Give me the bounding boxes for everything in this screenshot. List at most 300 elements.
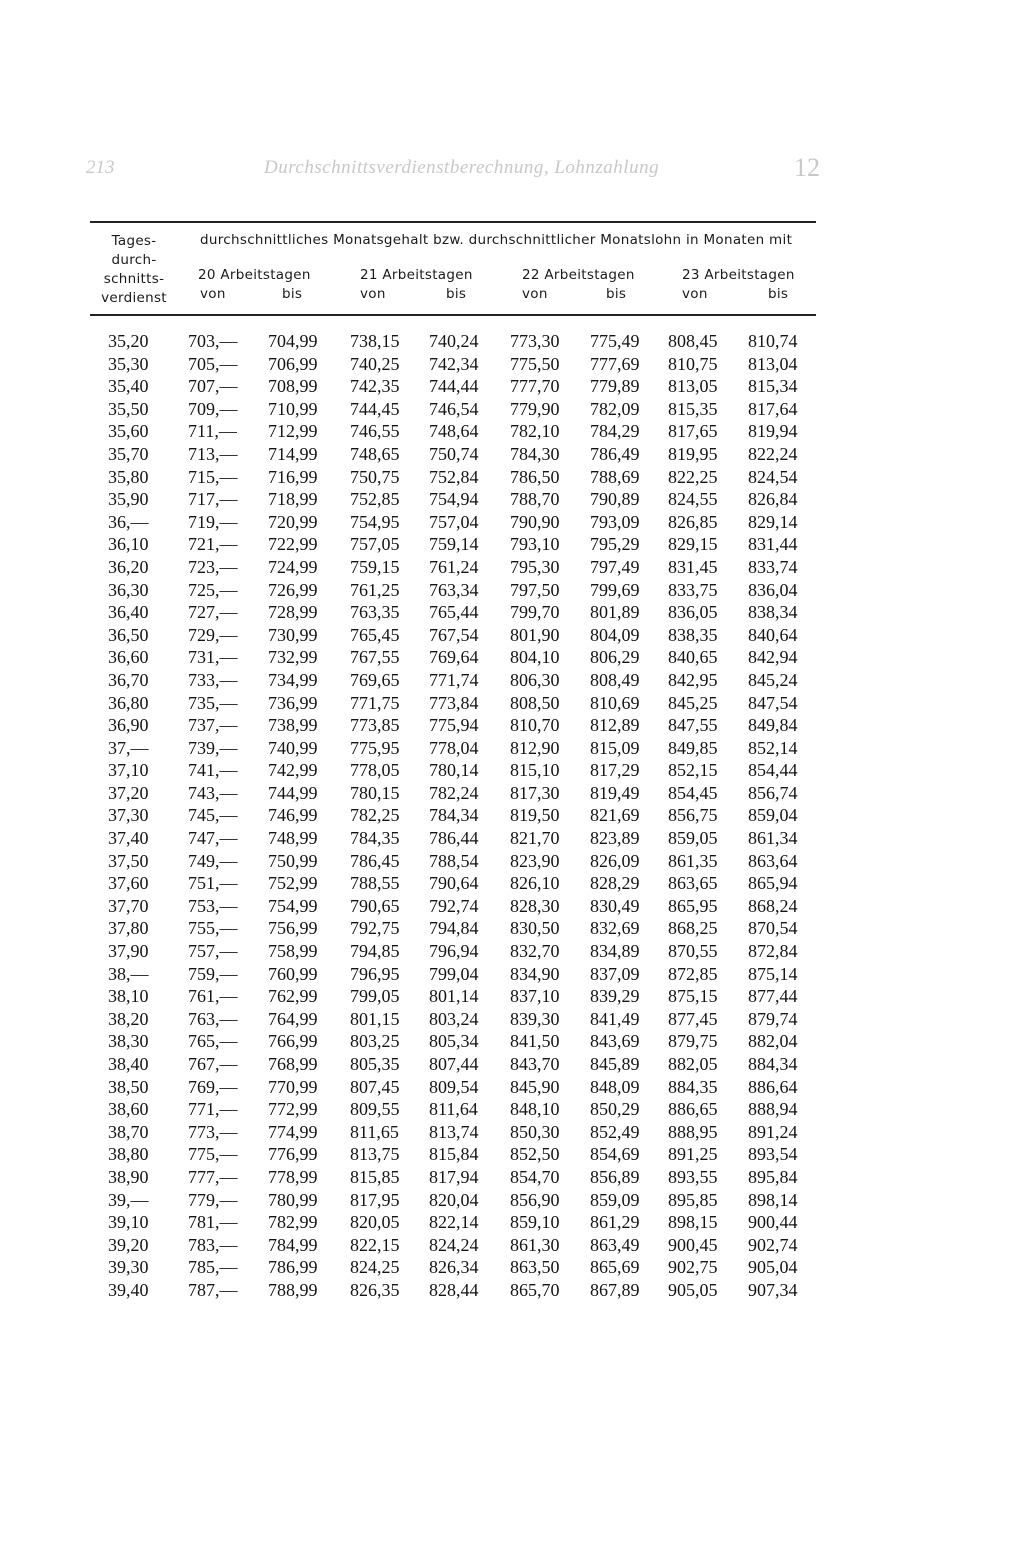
table-cell: 795,30 xyxy=(510,556,560,577)
table-row xyxy=(0,692,1024,715)
table-cell: 845,25 xyxy=(668,692,718,713)
table-cell: 763,35 xyxy=(350,602,400,623)
table-cell: 744,44 xyxy=(429,376,479,397)
table-row xyxy=(0,1166,1024,1189)
table-cell: 859,10 xyxy=(510,1212,560,1233)
header-line: verdienst xyxy=(101,290,167,306)
table-cell: 706,99 xyxy=(268,353,318,374)
table-cell: 832,69 xyxy=(590,918,640,939)
daily-earnings-cell: 39,10 xyxy=(108,1212,149,1233)
table-cell: 815,10 xyxy=(510,760,560,781)
table-cell: 771,— xyxy=(188,1099,238,1120)
table-cell: 895,85 xyxy=(668,1189,718,1210)
table-cell: 821,69 xyxy=(590,805,640,826)
table-cell: 810,74 xyxy=(748,331,798,351)
table-cell: 806,30 xyxy=(510,669,560,690)
table-cell: 832,70 xyxy=(510,941,560,962)
table-cell: 875,14 xyxy=(748,963,798,984)
table-row xyxy=(0,1030,1024,1053)
table-row xyxy=(0,466,1024,489)
table-cell: 767,55 xyxy=(350,647,400,668)
daily-earnings-cell: 35,30 xyxy=(108,353,149,374)
table-cell: 742,99 xyxy=(268,760,318,781)
table-cell: 788,69 xyxy=(590,466,640,487)
table-cell: 726,99 xyxy=(268,579,318,600)
table-cell: 763,34 xyxy=(429,579,479,600)
table-cell: 729,— xyxy=(188,624,238,645)
table-cell: 765,44 xyxy=(429,602,479,623)
table-cell: 817,94 xyxy=(429,1166,479,1187)
table-cell: 867,89 xyxy=(590,1279,640,1300)
table-row xyxy=(0,1234,1024,1257)
table-cell: 720,99 xyxy=(268,511,318,532)
table-cell: 722,99 xyxy=(268,534,318,555)
table-cell: 830,49 xyxy=(590,895,640,916)
table-cell: 744,45 xyxy=(350,398,400,419)
running-head-title: Durchschnittsverdienstberechnung, Lohnzahlung xyxy=(264,157,660,178)
table-cell: 826,85 xyxy=(668,511,718,532)
table-cell: 704,99 xyxy=(268,331,318,351)
table-cell: 757,05 xyxy=(350,534,400,555)
table-cell: 804,09 xyxy=(590,624,640,645)
table-cell: 762,99 xyxy=(268,986,318,1007)
table-cell: 786,44 xyxy=(429,828,479,849)
table-cell: 774,99 xyxy=(268,1121,318,1142)
daily-earnings-cell: 39,30 xyxy=(108,1257,149,1278)
table-cell: 872,84 xyxy=(748,941,798,962)
table-cell: 847,54 xyxy=(748,692,798,713)
daily-earnings-cell: 37,10 xyxy=(108,760,149,781)
table-cell: 811,65 xyxy=(350,1121,399,1142)
table-cell: 870,55 xyxy=(668,941,718,962)
table-cell: 893,54 xyxy=(748,1144,798,1165)
table-row xyxy=(0,1098,1024,1121)
table-cell: 752,84 xyxy=(429,466,479,487)
table-cell: 839,30 xyxy=(510,1008,560,1029)
table-cell: 719,— xyxy=(188,511,238,532)
table-cell: 837,10 xyxy=(510,986,560,1007)
table-cell: 812,90 xyxy=(510,737,560,758)
table-cell: 741,— xyxy=(188,760,238,781)
daily-earnings-cell: 37,80 xyxy=(108,918,149,939)
table-cell: 859,09 xyxy=(590,1189,640,1210)
table-cell: 784,34 xyxy=(429,805,479,826)
daily-earnings-cell: 38,50 xyxy=(108,1076,149,1097)
table-cell: 833,75 xyxy=(668,579,718,600)
table-cell: 713,— xyxy=(188,443,238,464)
table-cell: 801,90 xyxy=(510,624,560,645)
table-cell: 748,64 xyxy=(429,421,479,442)
table-row xyxy=(0,1256,1024,1279)
table-cell: 790,65 xyxy=(350,895,400,916)
table-cell: 847,55 xyxy=(668,715,718,736)
table-cell: 752,99 xyxy=(268,873,318,894)
table-cell: 817,30 xyxy=(510,782,560,803)
table-row xyxy=(0,533,1024,556)
table-cell: 826,10 xyxy=(510,873,560,894)
table-cell: 731,— xyxy=(188,647,238,668)
table-cell: 724,99 xyxy=(268,556,318,577)
table-cell: 751,— xyxy=(188,873,238,894)
daily-earnings-cell: 38,40 xyxy=(108,1054,149,1074)
wage-table-body xyxy=(0,330,1024,1302)
table-cell: 822,14 xyxy=(429,1212,479,1233)
table-cell: 745,— xyxy=(188,805,238,826)
table-header-rule xyxy=(90,314,816,316)
table-row xyxy=(0,1076,1024,1099)
table-cell: 709,— xyxy=(188,398,238,419)
table-cell: 875,15 xyxy=(668,986,718,1007)
table-cell: 736,99 xyxy=(268,692,318,713)
table-cell: 750,99 xyxy=(268,850,318,871)
table-cell: 824,24 xyxy=(429,1234,479,1255)
table-cell: 769,— xyxy=(188,1076,238,1097)
table-cell: 792,75 xyxy=(350,918,400,939)
table-cell: 790,90 xyxy=(510,511,560,532)
table-cell: 877,44 xyxy=(748,986,798,1007)
table-cell: 805,35 xyxy=(350,1054,400,1074)
table-cell: 861,29 xyxy=(590,1212,640,1233)
table-cell: 757,04 xyxy=(429,511,479,532)
table-cell: 738,15 xyxy=(350,331,400,351)
table-cell: 865,69 xyxy=(590,1257,640,1278)
table-cell: 856,74 xyxy=(748,782,798,803)
table-cell: 788,54 xyxy=(429,850,479,871)
table-cell: 891,24 xyxy=(748,1121,798,1142)
daily-earnings-cell: 37,70 xyxy=(108,895,149,916)
daily-earnings-cell: 36,10 xyxy=(108,534,149,555)
table-row xyxy=(0,669,1024,692)
table-cell: 831,45 xyxy=(668,556,718,577)
sub-header-von: von xyxy=(522,286,548,302)
table-cell: 804,10 xyxy=(510,647,560,668)
table-cell: 810,69 xyxy=(590,692,640,713)
table-cell: 775,— xyxy=(188,1144,238,1165)
table-cell: 784,99 xyxy=(268,1234,318,1255)
daily-earnings-cell: 37,60 xyxy=(108,873,149,894)
table-cell: 748,99 xyxy=(268,828,318,849)
table-cell: 779,— xyxy=(188,1189,238,1210)
daily-earnings-cell: 37,50 xyxy=(108,850,149,871)
table-cell: 856,89 xyxy=(590,1166,640,1187)
daily-earnings-cell: 36,90 xyxy=(108,715,149,736)
table-cell: 780,14 xyxy=(429,760,479,781)
table-cell: 770,99 xyxy=(268,1076,318,1097)
table-cell: 753,— xyxy=(188,895,238,916)
table-cell: 799,70 xyxy=(510,602,560,623)
daily-earnings-cell: 35,20 xyxy=(108,331,149,351)
table-cell: 856,90 xyxy=(510,1189,560,1210)
table-cell: 826,35 xyxy=(350,1279,400,1300)
table-row xyxy=(0,714,1024,737)
table-cell: 799,04 xyxy=(429,963,479,984)
table-cell: 817,65 xyxy=(668,421,718,442)
daily-earnings-cell: 38,90 xyxy=(108,1166,149,1187)
table-row xyxy=(0,1121,1024,1144)
table-cell: 786,99 xyxy=(268,1257,318,1278)
table-row xyxy=(0,985,1024,1008)
table-cell: 773,30 xyxy=(510,331,560,351)
table-cell: 824,54 xyxy=(748,466,798,487)
sub-header-von: von xyxy=(682,286,708,302)
table-row xyxy=(0,443,1024,466)
table-cell: 712,99 xyxy=(268,421,318,442)
table-cell: 750,75 xyxy=(350,466,400,487)
table-cell: 771,74 xyxy=(429,669,479,690)
table-row xyxy=(0,917,1024,940)
table-cell: 775,50 xyxy=(510,353,560,374)
table-row xyxy=(0,1053,1024,1076)
table-cell: 838,34 xyxy=(748,602,798,623)
sub-header-von: von xyxy=(200,286,226,302)
table-cell: 817,95 xyxy=(350,1189,400,1210)
table-cell: 746,54 xyxy=(429,398,479,419)
table-row xyxy=(0,556,1024,579)
table-cell: 703,— xyxy=(188,331,238,351)
table-cell: 820,05 xyxy=(350,1212,400,1233)
table-cell: 815,09 xyxy=(590,737,640,758)
table-cell: 794,85 xyxy=(350,941,400,962)
table-cell: 830,50 xyxy=(510,918,560,939)
table-cell: 902,74 xyxy=(748,1234,798,1255)
daily-earnings-cell: 36,80 xyxy=(108,692,149,713)
table-cell: 788,70 xyxy=(510,489,560,510)
table-cell: 784,35 xyxy=(350,828,400,849)
table-cell: 796,95 xyxy=(350,963,400,984)
table-cell: 782,25 xyxy=(350,805,400,826)
running-head xyxy=(80,153,820,189)
table-cell: 886,64 xyxy=(748,1076,798,1097)
table-cell: 817,29 xyxy=(590,760,640,781)
table-cell: 834,90 xyxy=(510,963,560,984)
table-cell: 778,04 xyxy=(429,737,479,758)
table-cell: 808,50 xyxy=(510,692,560,713)
table-cell: 877,45 xyxy=(668,1008,718,1029)
table-cell: 746,55 xyxy=(350,421,400,442)
table-cell: 900,44 xyxy=(748,1212,798,1233)
daily-earnings-cell: 36,60 xyxy=(108,647,149,668)
table-cell: 815,35 xyxy=(668,398,718,419)
daily-earnings-cell: 39,— xyxy=(108,1189,149,1210)
table-cell: 893,55 xyxy=(668,1166,718,1187)
table-cell: 764,99 xyxy=(268,1008,318,1029)
table-cell: 815,85 xyxy=(350,1166,400,1187)
table-row xyxy=(0,782,1024,805)
table-row xyxy=(0,1189,1024,1212)
daily-earnings-cell: 38,20 xyxy=(108,1008,149,1029)
daily-earnings-cell: 39,20 xyxy=(108,1234,149,1255)
table-cell: 809,55 xyxy=(350,1099,400,1120)
table-cell: 813,75 xyxy=(350,1144,400,1165)
table-cell: 852,15 xyxy=(668,760,718,781)
table-row xyxy=(0,646,1024,669)
table-cell: 775,49 xyxy=(590,331,640,351)
table-cell: 888,94 xyxy=(748,1099,798,1120)
table-cell: 856,75 xyxy=(668,805,718,826)
table-cell: 793,10 xyxy=(510,534,560,555)
table-cell: 786,49 xyxy=(590,443,640,464)
daily-earnings-cell: 35,90 xyxy=(108,489,149,510)
table-row xyxy=(0,827,1024,850)
table-cell: 905,05 xyxy=(668,1279,718,1300)
sub-header-bis: bis xyxy=(606,286,627,302)
table-row xyxy=(0,850,1024,873)
sub-header-bis: bis xyxy=(282,286,303,302)
table-cell: 870,54 xyxy=(748,918,798,939)
table-cell: 823,89 xyxy=(590,828,640,849)
table-cell: 790,89 xyxy=(590,489,640,510)
page-number: 213 xyxy=(86,157,115,178)
table-cell: 859,04 xyxy=(748,805,798,826)
section-number: 12 xyxy=(794,153,820,182)
table-cell: 865,70 xyxy=(510,1279,560,1300)
table-cell: 848,10 xyxy=(510,1099,560,1120)
sub-header-bis: bis xyxy=(768,286,789,302)
table-cell: 779,90 xyxy=(510,398,560,419)
daily-earnings-cell: 36,— xyxy=(108,511,149,532)
table-row xyxy=(0,601,1024,624)
table-cell: 865,94 xyxy=(748,873,798,894)
table-cell: 831,44 xyxy=(748,534,798,555)
table-cell: 829,14 xyxy=(748,511,798,532)
table-row xyxy=(0,579,1024,602)
table-cell: 769,65 xyxy=(350,669,400,690)
table-cell: 805,34 xyxy=(429,1031,479,1052)
table-cell: 902,75 xyxy=(668,1257,718,1278)
table-cell: 756,99 xyxy=(268,918,318,939)
table-cell: 821,70 xyxy=(510,828,560,849)
table-cell: 849,84 xyxy=(748,715,798,736)
table-cell: 861,35 xyxy=(668,850,718,871)
table-cell: 863,65 xyxy=(668,873,718,894)
table-row xyxy=(0,895,1024,918)
table-cell: 836,04 xyxy=(748,579,798,600)
table-cell: 748,65 xyxy=(350,443,400,464)
table-cell: 717,— xyxy=(188,489,238,510)
table-row xyxy=(0,353,1024,376)
table-cell: 861,34 xyxy=(748,828,798,849)
daily-earnings-cell: 37,— xyxy=(108,737,149,758)
table-cell: 815,84 xyxy=(429,1144,479,1165)
table-cell: 797,49 xyxy=(590,556,640,577)
table-cell: 769,64 xyxy=(429,647,479,668)
table-cell: 848,09 xyxy=(590,1076,640,1097)
table-cell: 819,50 xyxy=(510,805,560,826)
table-cell: 840,65 xyxy=(668,647,718,668)
table-cell: 792,74 xyxy=(429,895,479,916)
table-cell: 843,70 xyxy=(510,1054,560,1074)
table-cell: 834,89 xyxy=(590,941,640,962)
table-cell: 838,35 xyxy=(668,624,718,645)
table-cell: 843,69 xyxy=(590,1031,640,1052)
table-cell: 728,99 xyxy=(268,602,318,623)
daily-earnings-cell: 37,30 xyxy=(108,805,149,826)
table-cell: 863,50 xyxy=(510,1257,560,1278)
table-row xyxy=(0,1143,1024,1166)
table-cell: 841,50 xyxy=(510,1031,560,1052)
table-row xyxy=(0,940,1024,963)
table-cell: 763,— xyxy=(188,1008,238,1029)
table-cell: 773,85 xyxy=(350,715,400,736)
table-cell: 711,— xyxy=(188,421,237,442)
table-cell: 778,05 xyxy=(350,760,400,781)
table-cell: 828,29 xyxy=(590,873,640,894)
table-cell: 743,— xyxy=(188,782,238,803)
table-cell: 822,25 xyxy=(668,466,718,487)
table-cell: 852,50 xyxy=(510,1144,560,1165)
table-cell: 861,30 xyxy=(510,1234,560,1255)
table-cell: 845,24 xyxy=(748,669,798,690)
table-cell: 845,90 xyxy=(510,1076,560,1097)
table-cell: 767,— xyxy=(188,1054,238,1074)
table-cell: 810,75 xyxy=(668,353,718,374)
table-cell: 786,50 xyxy=(510,466,560,487)
table-cell: 907,34 xyxy=(748,1279,798,1300)
table-cell: 759,— xyxy=(188,963,238,984)
table-row xyxy=(0,759,1024,782)
table-cell: 782,09 xyxy=(590,398,640,419)
table-cell: 863,64 xyxy=(748,850,798,871)
table-cell: 828,44 xyxy=(429,1279,479,1300)
table-cell: 882,05 xyxy=(668,1054,718,1074)
table-row xyxy=(0,398,1024,421)
table-cell: 730,99 xyxy=(268,624,318,645)
table-cell: 788,55 xyxy=(350,873,400,894)
table-cell: 735,— xyxy=(188,692,238,713)
table-cell: 752,85 xyxy=(350,489,400,510)
table-cell: 879,74 xyxy=(748,1008,798,1029)
table-cell: 739,— xyxy=(188,737,238,758)
table-row xyxy=(0,375,1024,398)
table-cell: 820,04 xyxy=(429,1189,479,1210)
daily-earnings-cell: 39,40 xyxy=(108,1279,149,1300)
sub-header-bis: bis xyxy=(446,286,467,302)
table-cell: 900,45 xyxy=(668,1234,718,1255)
table-cell: 761,24 xyxy=(429,556,479,577)
table-cell: 790,64 xyxy=(429,873,479,894)
table-cell: 727,— xyxy=(188,602,238,623)
table-cell: 807,45 xyxy=(350,1076,400,1097)
table-cell: 865,95 xyxy=(668,895,718,916)
daily-earnings-cell: 38,10 xyxy=(108,986,149,1007)
table-cell: 872,85 xyxy=(668,963,718,984)
table-cell: 782,10 xyxy=(510,421,560,442)
daily-earnings-cell: 35,80 xyxy=(108,466,149,487)
table-cell: 842,95 xyxy=(668,669,718,690)
table-cell: 761,— xyxy=(188,986,238,1007)
daily-earnings-cell: 36,20 xyxy=(108,556,149,577)
table-cell: 823,90 xyxy=(510,850,560,871)
table-cell: 826,34 xyxy=(429,1257,479,1278)
group-header-20: 20 Arbeitstagen xyxy=(198,267,311,283)
table-cell: 768,99 xyxy=(268,1054,318,1074)
table-cell: 771,75 xyxy=(350,692,400,713)
table-row xyxy=(0,1279,1024,1302)
table-cell: 772,99 xyxy=(268,1099,318,1120)
table-cell: 757,— xyxy=(188,941,238,962)
table-cell: 775,94 xyxy=(429,715,479,736)
table-cell: 819,95 xyxy=(668,443,718,464)
table-cell: 813,05 xyxy=(668,376,718,397)
table-cell: 754,99 xyxy=(268,895,318,916)
table-cell: 749,— xyxy=(188,850,238,871)
table-cell: 777,— xyxy=(188,1166,238,1187)
table-cell: 822,15 xyxy=(350,1234,400,1255)
table-cell: 812,89 xyxy=(590,715,640,736)
table-cell: 782,99 xyxy=(268,1212,318,1233)
table-cell: 777,70 xyxy=(510,376,560,397)
daily-earnings-cell: 38,80 xyxy=(108,1144,149,1165)
